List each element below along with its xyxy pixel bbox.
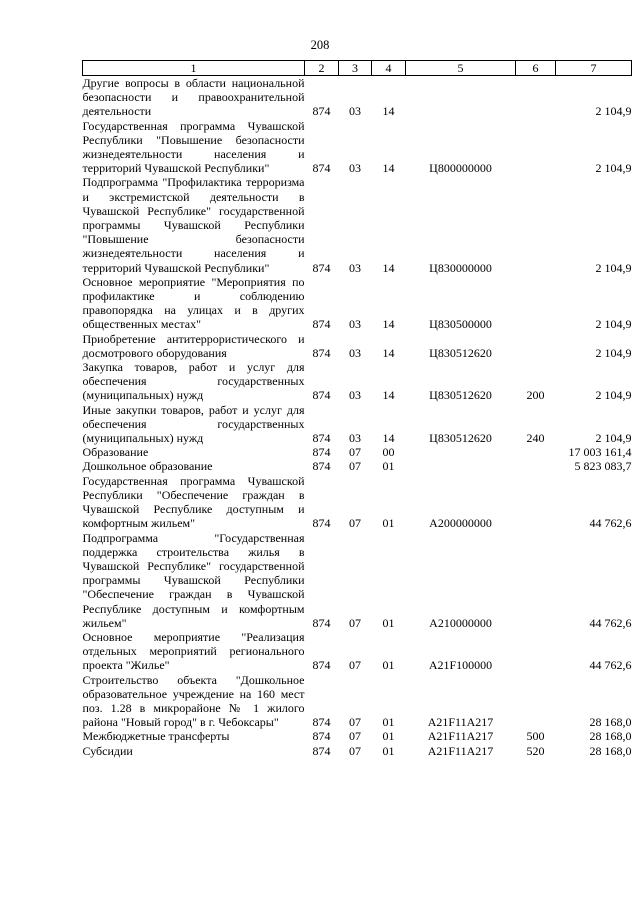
row-expense-type-code: 520 xyxy=(526,743,545,758)
row-section-code: 07 xyxy=(349,658,361,673)
row-target-item-code: А21F11А217 xyxy=(427,743,494,758)
row-ministry-code: 874 xyxy=(312,317,331,332)
row-name-cell: Иные закупки товаров, работ и услуг для обеспечения государственных (муниципальных) нужд xyxy=(82,402,305,446)
row-name-cell: Подпрограмма "Профилактика терроризма и экстремистской деятельности в Чувашской Республике" государственной программы Чувашской Республики "Повышение безопасности жизнедеятельности населения и территорий Чувашской Республики" xyxy=(82,175,305,275)
row-target-item-code xyxy=(406,445,516,459)
row-name-cell: Приобретение антитеррористического и досмотрового оборудования xyxy=(82,331,305,360)
row-amount: 28 168,0 xyxy=(589,743,632,758)
row-expense-type-code: 200 xyxy=(526,388,545,403)
row-subsection-code: 01 xyxy=(382,715,395,730)
row-name-cell: Образование xyxy=(82,445,149,460)
row-target-item-code: Ц830500000 xyxy=(429,317,492,332)
row-expense-type-code xyxy=(516,275,556,332)
row-subsection-code: 01 xyxy=(382,459,395,474)
table-row xyxy=(83,119,632,176)
row-ministry-code: 874 xyxy=(312,445,331,460)
column-header: 6 xyxy=(516,61,556,76)
row-target-item-code: А21F100000 xyxy=(428,658,493,673)
row-amount: 44 762,6 xyxy=(589,615,632,630)
table-row xyxy=(83,744,632,758)
row-ministry-code: 874 xyxy=(312,345,331,360)
row-subsection-code: 14 xyxy=(382,317,395,332)
table-row xyxy=(83,275,632,332)
row-target-item-code: А210000000 xyxy=(429,615,492,630)
row-name-cell: Строительство объекта "Дошкольное образовательное учреждение на 160 мест поз. 1.28 в микрорайоне № 1 жилого района "Новый город" в г. Чебоксары" xyxy=(82,672,305,730)
row-section-code: 03 xyxy=(349,317,361,332)
row-name-cell: Основное мероприятие "Мероприятия по профилактике и соблюдению правопорядка на улицах и в других общественных местах" xyxy=(82,274,305,332)
row-name-cell: Субсидии xyxy=(82,743,133,758)
row-target-item-code: Ц830512620 xyxy=(429,388,492,403)
row-expense-type-code xyxy=(516,175,556,274)
table-row xyxy=(83,445,632,459)
table-row xyxy=(83,76,632,119)
column-header: 5 xyxy=(406,61,516,76)
row-expense-type-code xyxy=(516,76,556,119)
row-section-code: 07 xyxy=(349,445,361,460)
row-amount: 2 104,9 xyxy=(595,317,632,332)
table-row xyxy=(83,332,632,360)
row-ministry-code: 874 xyxy=(312,431,331,446)
row-subsection-code: 14 xyxy=(382,345,395,360)
table-row xyxy=(83,360,632,403)
row-ministry-code: 874 xyxy=(312,104,331,119)
row-expense-type-code xyxy=(516,531,556,630)
row-section-code: 03 xyxy=(349,345,361,360)
row-amount: 2 104,9 xyxy=(595,345,632,360)
row-amount: 28 168,0 xyxy=(589,729,632,744)
table-row xyxy=(83,729,632,743)
row-target-item-code: А21F11А217 xyxy=(427,715,494,730)
table-row xyxy=(83,630,632,673)
row-name-cell: Другие вопросы в области национальной безопасности и правоохранительной деятельности xyxy=(82,76,305,119)
row-subsection-code: 14 xyxy=(382,431,395,446)
header-row xyxy=(83,61,632,76)
row-name-cell: Подпрограмма "Государственная поддержка строительства жилья в Чувашской Республике" государственной программы Чувашской Республики "Обеспечение граждан в Чувашской Республике доступным и комфортным жильем" xyxy=(82,530,305,630)
row-ministry-code: 874 xyxy=(312,459,331,474)
row-subsection-code: 01 xyxy=(382,658,395,673)
row-ministry-code: 874 xyxy=(312,388,331,403)
row-expense-type-code xyxy=(516,332,556,360)
row-name-cell: Межбюджетные трансферты xyxy=(82,729,230,744)
row-target-item-code: Ц830512620 xyxy=(429,345,492,360)
row-subsection-code: 14 xyxy=(382,260,395,275)
row-expense-type-code xyxy=(516,474,556,531)
table-row xyxy=(83,531,632,630)
column-header: 4 xyxy=(372,61,406,76)
row-name-cell: Государственная программа Чувашской Республики "Обеспечение граждан в Чувашской Республике доступным и комфортным жильем" xyxy=(82,473,305,531)
row-expense-type-code xyxy=(516,459,556,473)
row-amount: 5 823 083,7 xyxy=(574,459,632,474)
row-expense-type-code: 240 xyxy=(526,431,545,446)
row-subsection-code: 00 xyxy=(382,445,395,460)
row-amount: 2 104,9 xyxy=(595,104,632,119)
row-amount: 17 003 161,4 xyxy=(568,445,632,460)
row-target-item-code: Ц830000000 xyxy=(429,260,492,275)
row-expense-type-code: 500 xyxy=(526,729,545,744)
row-section-code: 07 xyxy=(349,743,361,758)
row-section-code: 07 xyxy=(349,516,361,531)
row-subsection-code: 01 xyxy=(382,615,395,630)
column-header: 1 xyxy=(83,61,305,76)
row-amount: 44 762,6 xyxy=(589,516,632,531)
row-target-item-code: Ц800000000 xyxy=(429,161,492,176)
row-subsection-code: 01 xyxy=(382,729,395,744)
table-row xyxy=(83,474,632,531)
table-header xyxy=(83,61,632,76)
row-section-code: 03 xyxy=(349,431,361,446)
row-subsection-code: 14 xyxy=(382,161,395,176)
table-row xyxy=(83,403,632,446)
row-name-cell: Государственная программа Чувашской Республики "Повышение безопасности жизнедеятельности населения и территорий Чувашской Республики" xyxy=(82,118,305,176)
row-expense-type-code xyxy=(516,630,556,673)
row-name-cell: Дошкольное образование xyxy=(82,459,213,474)
row-section-code: 03 xyxy=(349,260,361,275)
row-ministry-code: 874 xyxy=(312,615,331,630)
row-subsection-code: 14 xyxy=(382,104,395,119)
page-number: 208 xyxy=(310,38,330,52)
row-expense-type-code xyxy=(516,445,556,459)
row-subsection-code: 01 xyxy=(382,516,395,531)
row-section-code: 03 xyxy=(349,161,361,176)
row-expense-type-code xyxy=(516,673,556,730)
table-row xyxy=(83,459,632,473)
row-amount: 2 104,9 xyxy=(595,161,632,176)
row-ministry-code: 874 xyxy=(312,161,331,176)
row-amount: 44 762,6 xyxy=(589,658,632,673)
table-row xyxy=(83,175,632,274)
row-section-code: 07 xyxy=(349,615,361,630)
row-expense-type-code xyxy=(516,119,556,176)
row-target-item-code: Ц830512620 xyxy=(429,431,492,446)
row-section-code: 03 xyxy=(349,104,361,119)
column-header: 2 xyxy=(305,61,339,76)
row-subsection-code: 01 xyxy=(382,743,395,758)
row-amount: 28 168,0 xyxy=(589,715,632,730)
row-ministry-code: 874 xyxy=(312,715,331,730)
budget-table xyxy=(82,60,632,758)
row-target-item-code xyxy=(406,459,516,473)
row-amount: 2 104,9 xyxy=(595,388,632,403)
row-name-cell: Основное мероприятие "Реализация отдельных мероприятий регионального проекта "Жилье" xyxy=(82,629,305,673)
row-ministry-code: 874 xyxy=(312,743,331,758)
row-ministry-code: 874 xyxy=(312,260,331,275)
row-target-item-code: А200000000 xyxy=(429,516,492,531)
row-section-code: 07 xyxy=(349,459,361,474)
row-subsection-code: 14 xyxy=(382,388,395,403)
row-section-code: 03 xyxy=(349,388,361,403)
row-section-code: 07 xyxy=(349,729,361,744)
row-ministry-code: 874 xyxy=(312,729,331,744)
row-ministry-code: 874 xyxy=(312,658,331,673)
row-target-item-code: А21F11А217 xyxy=(427,729,494,744)
row-name-cell: Закупка товаров, работ и услуг для обеспечения государственных (муниципальных) нужд xyxy=(82,360,305,403)
row-section-code: 07 xyxy=(349,715,361,730)
row-ministry-code: 874 xyxy=(312,516,331,531)
table-body xyxy=(83,76,632,758)
row-target-item-code xyxy=(406,76,516,119)
table-row xyxy=(83,673,632,730)
row-amount: 2 104,9 xyxy=(595,260,632,275)
row-amount: 2 104,9 xyxy=(595,431,632,446)
column-header: 7 xyxy=(556,61,632,76)
column-header: 3 xyxy=(339,61,372,76)
